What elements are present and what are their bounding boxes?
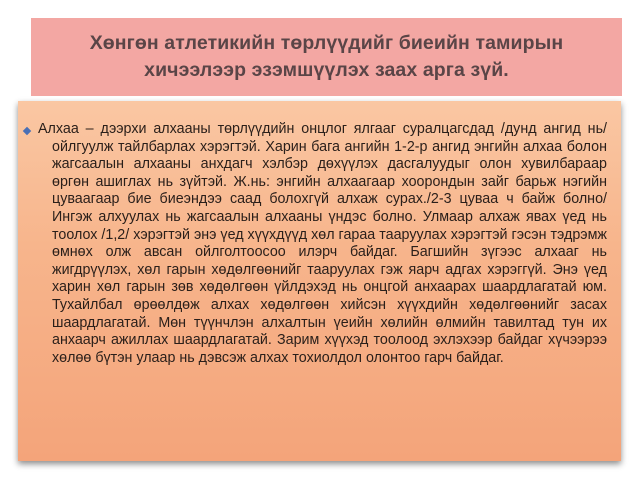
body-paragraph: Алхаа – дээрхи алхааны төрлүүдийн онцлог ялгааг суралцагсдад /дунд ангид нь/ ойлгуулж тайлбарлах хэрэгтэй. Харин бага ангийн 1-2-р ангид энгийн алхаа болон жагсаалын алхааны анхдагч хэлбэр дөхүүлэх дасгалуудыг олон хувилбараар өргөн ашиглах нь зүйтэй. Ж.нь: энгийн алхаагаар хоорондын зайг барьж нэгийн цуваагаар бие биеэндээ саад болохгүй алхаж сурах./2-3 цуваа ч байж болно/ Ингэж алхуулах нь жагсаалын алхааны үндэс болно. Улмаар алхаж явах үед нь тоолох /1,2/ хэрэгтэй энэ үед хүүхдүүд хөл гараа тааруулах хэрэгтэй гэсэн тэдрэмж өмнөх олж авсан ойлголтоосоо илэрч байдаг. Багшийн зүгээс алхааг нь жигдрүүлэх, хөл гарын хөдөлгөөнийг тааруулах гэж яарч адгах хэрэггүй. Энэ үед харин хөл гарын зөв хөдөлгөөн үйлдэхэд нь онцгой анхаарах шаардлагатай юм. Тухайлбал өрөөлдөж алхах хөдөлгөөн хийсэн хүүхдийн хөдөлгөөнийг засах шаардлагатай. Мөн түүнчлэн алхалтын үеийн хөлийн өлмийн тавилтад тун их анхаарч ажиллах шаардлагатай. Зарим хүүхэд тоолоод эхлэхээр байдаг хүчээрээ хөлөө бүтэн улаар нь дэвсэж алхах тохиолдол олонтоо гарч байдаг. — [38, 121, 607, 366]
slide-title-box — [31, 18, 622, 96]
slide-title-line-2: хичээлээр эзэмшүүлэх заах арга зүй. — [144, 59, 509, 81]
bullet-diamond-icon — [23, 127, 31, 135]
slide-content-box — [18, 101, 621, 461]
slide-title — [90, 30, 564, 84]
slide-title-line-1: Хөнгөн атлетикийн төрлүүдийг биеийн тамирын — [89, 32, 564, 54]
